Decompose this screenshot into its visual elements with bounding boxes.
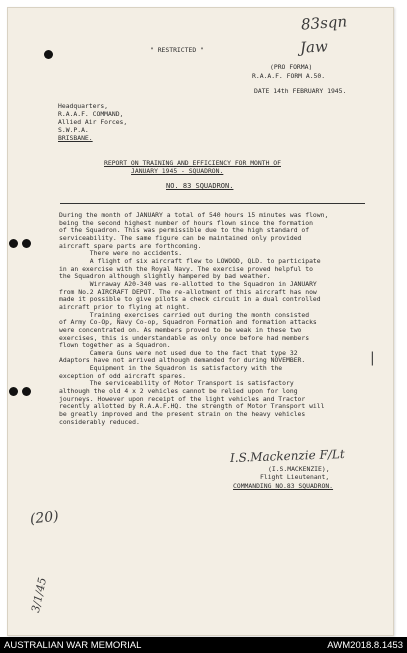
section-divider (60, 203, 365, 204)
handwritten-page-marker: (20) (29, 508, 60, 528)
form-number: R.A.A.F. FORM A.50. (252, 72, 326, 80)
body-line: flown together as a Squadron. (59, 341, 171, 350)
address-line-3: Allied Air Forces, (58, 118, 128, 126)
body-line: exception of odd aircraft spares. (59, 371, 186, 380)
body-line: being the second highest number of hours flown since the formation (59, 218, 313, 227)
signatory-name: (I.S.MACKENZIE), (268, 465, 330, 473)
body-line: journeys. However upon receipt of the light vehicles and Tractor (59, 394, 306, 403)
report-title-line-3: NO. 83 SQUADRON. (166, 182, 234, 190)
footer-catalogue-number: AWM2018.8.1453 (327, 640, 403, 651)
handwritten-initials: Jaw (299, 37, 329, 57)
punch-hole-left-mid-1 (9, 239, 18, 248)
punch-hole-left-mid-2 (22, 239, 31, 248)
pro-forma-label: (PRO FORMA) (270, 63, 313, 71)
body-line: were concentrated on. As members proved to be weak in these two (59, 325, 302, 334)
body-line: aircraft spare parts are forthcoming. (59, 241, 202, 250)
punch-hole-left-low-2 (22, 387, 31, 396)
signatory-role: COMMANDING NO.83 SQUADRON. (233, 482, 334, 490)
handwritten-signature: I.S.Mackenzie F/Lt (229, 447, 345, 465)
body-line: the Squadron although slightly hampered by bad weather. (59, 272, 271, 281)
body-line: There were no accidents. (59, 249, 183, 258)
body-line: serviceability. The same figure can be maintained only provided (59, 233, 302, 242)
body-line: A flight of six aircraft flew to LOWOOD, QLD. to participate (59, 256, 321, 265)
address-line-1: Headquarters, (58, 102, 109, 110)
address-line-2: R.A.A.F. COMMAND, (58, 110, 124, 118)
body-line: recently allotted by R.A.A.F.HQ. the strength of Motor Transport will (59, 402, 325, 411)
body-line: exercises, this is understandable as only once before had members (59, 333, 310, 342)
signatory-rank: Flight Lieutenant, (260, 473, 330, 481)
punch-hole-top (44, 50, 53, 59)
handwritten-margin-mark: | (370, 350, 375, 366)
report-title-line-1: REPORT ON TRAINING AND EFFICIENCY FOR MONTH OF (104, 159, 281, 167)
body-line: The serviceability of Motor Transport is satisfactory (59, 379, 294, 388)
archive-footer (0, 637, 407, 653)
body-line: Camera Guns were not used due to the fact that type 32 (59, 348, 298, 357)
body-line: considerably reduced. (59, 417, 140, 426)
body-line: Training exercises carried out during the month consisted (59, 310, 310, 319)
body-line: be greatly improved and the present strain on the heavy vehicles (59, 410, 306, 419)
address-line-4: S.W.P.A. (58, 126, 89, 134)
body-line: Wirraway A20-340 was re-allotted to the Squadron in JANUARY (59, 279, 317, 288)
address-line-5: BRISBANE. (58, 134, 93, 142)
body-line: from No.2 AIRCRAFT DEPOT. The re-allotment of this aircraft has now (59, 287, 317, 296)
body-line: Equipment in the Squadron is satisfactory with the (59, 364, 283, 373)
punch-hole-left-low-1 (9, 387, 18, 396)
handwritten-unit-note: 83sqn (300, 12, 348, 34)
classification-label: " RESTRICTED " (150, 46, 204, 54)
body-line: although the old 4 x 2 vehicles cannot be relied upon for long (59, 387, 298, 396)
handwritten-date-note: 3/1/45 (29, 576, 50, 614)
report-body (59, 212, 371, 426)
body-line: During the month of JANUARY a total of 540 hours 15 minutes was flown, (59, 211, 329, 219)
document-date: DATE 14th FEBRUARY 1945. (254, 87, 347, 95)
body-line: made it possible to give pilots a check circuit in a dual controlled (59, 295, 321, 304)
body-line: Adaptors have not arrived although demanded for during NOVEMBER. (59, 356, 306, 365)
body-line: in an exercise with the Royal Navy. The exercise proved helpful to (59, 264, 313, 273)
footer-institution: AUSTRALIAN WAR MEMORIAL (4, 640, 142, 651)
report-title-line-2: JANUARY 1945 - SQUADRON. (131, 167, 224, 175)
body-line: of Army Co-Op, Navy Co-op, Squadron Formation and formation attacks (59, 318, 317, 327)
body-line: of the Squadron. This was permissible due to the high standard of (59, 226, 310, 235)
body-line: aircraft prior to flying at night. (59, 302, 190, 311)
